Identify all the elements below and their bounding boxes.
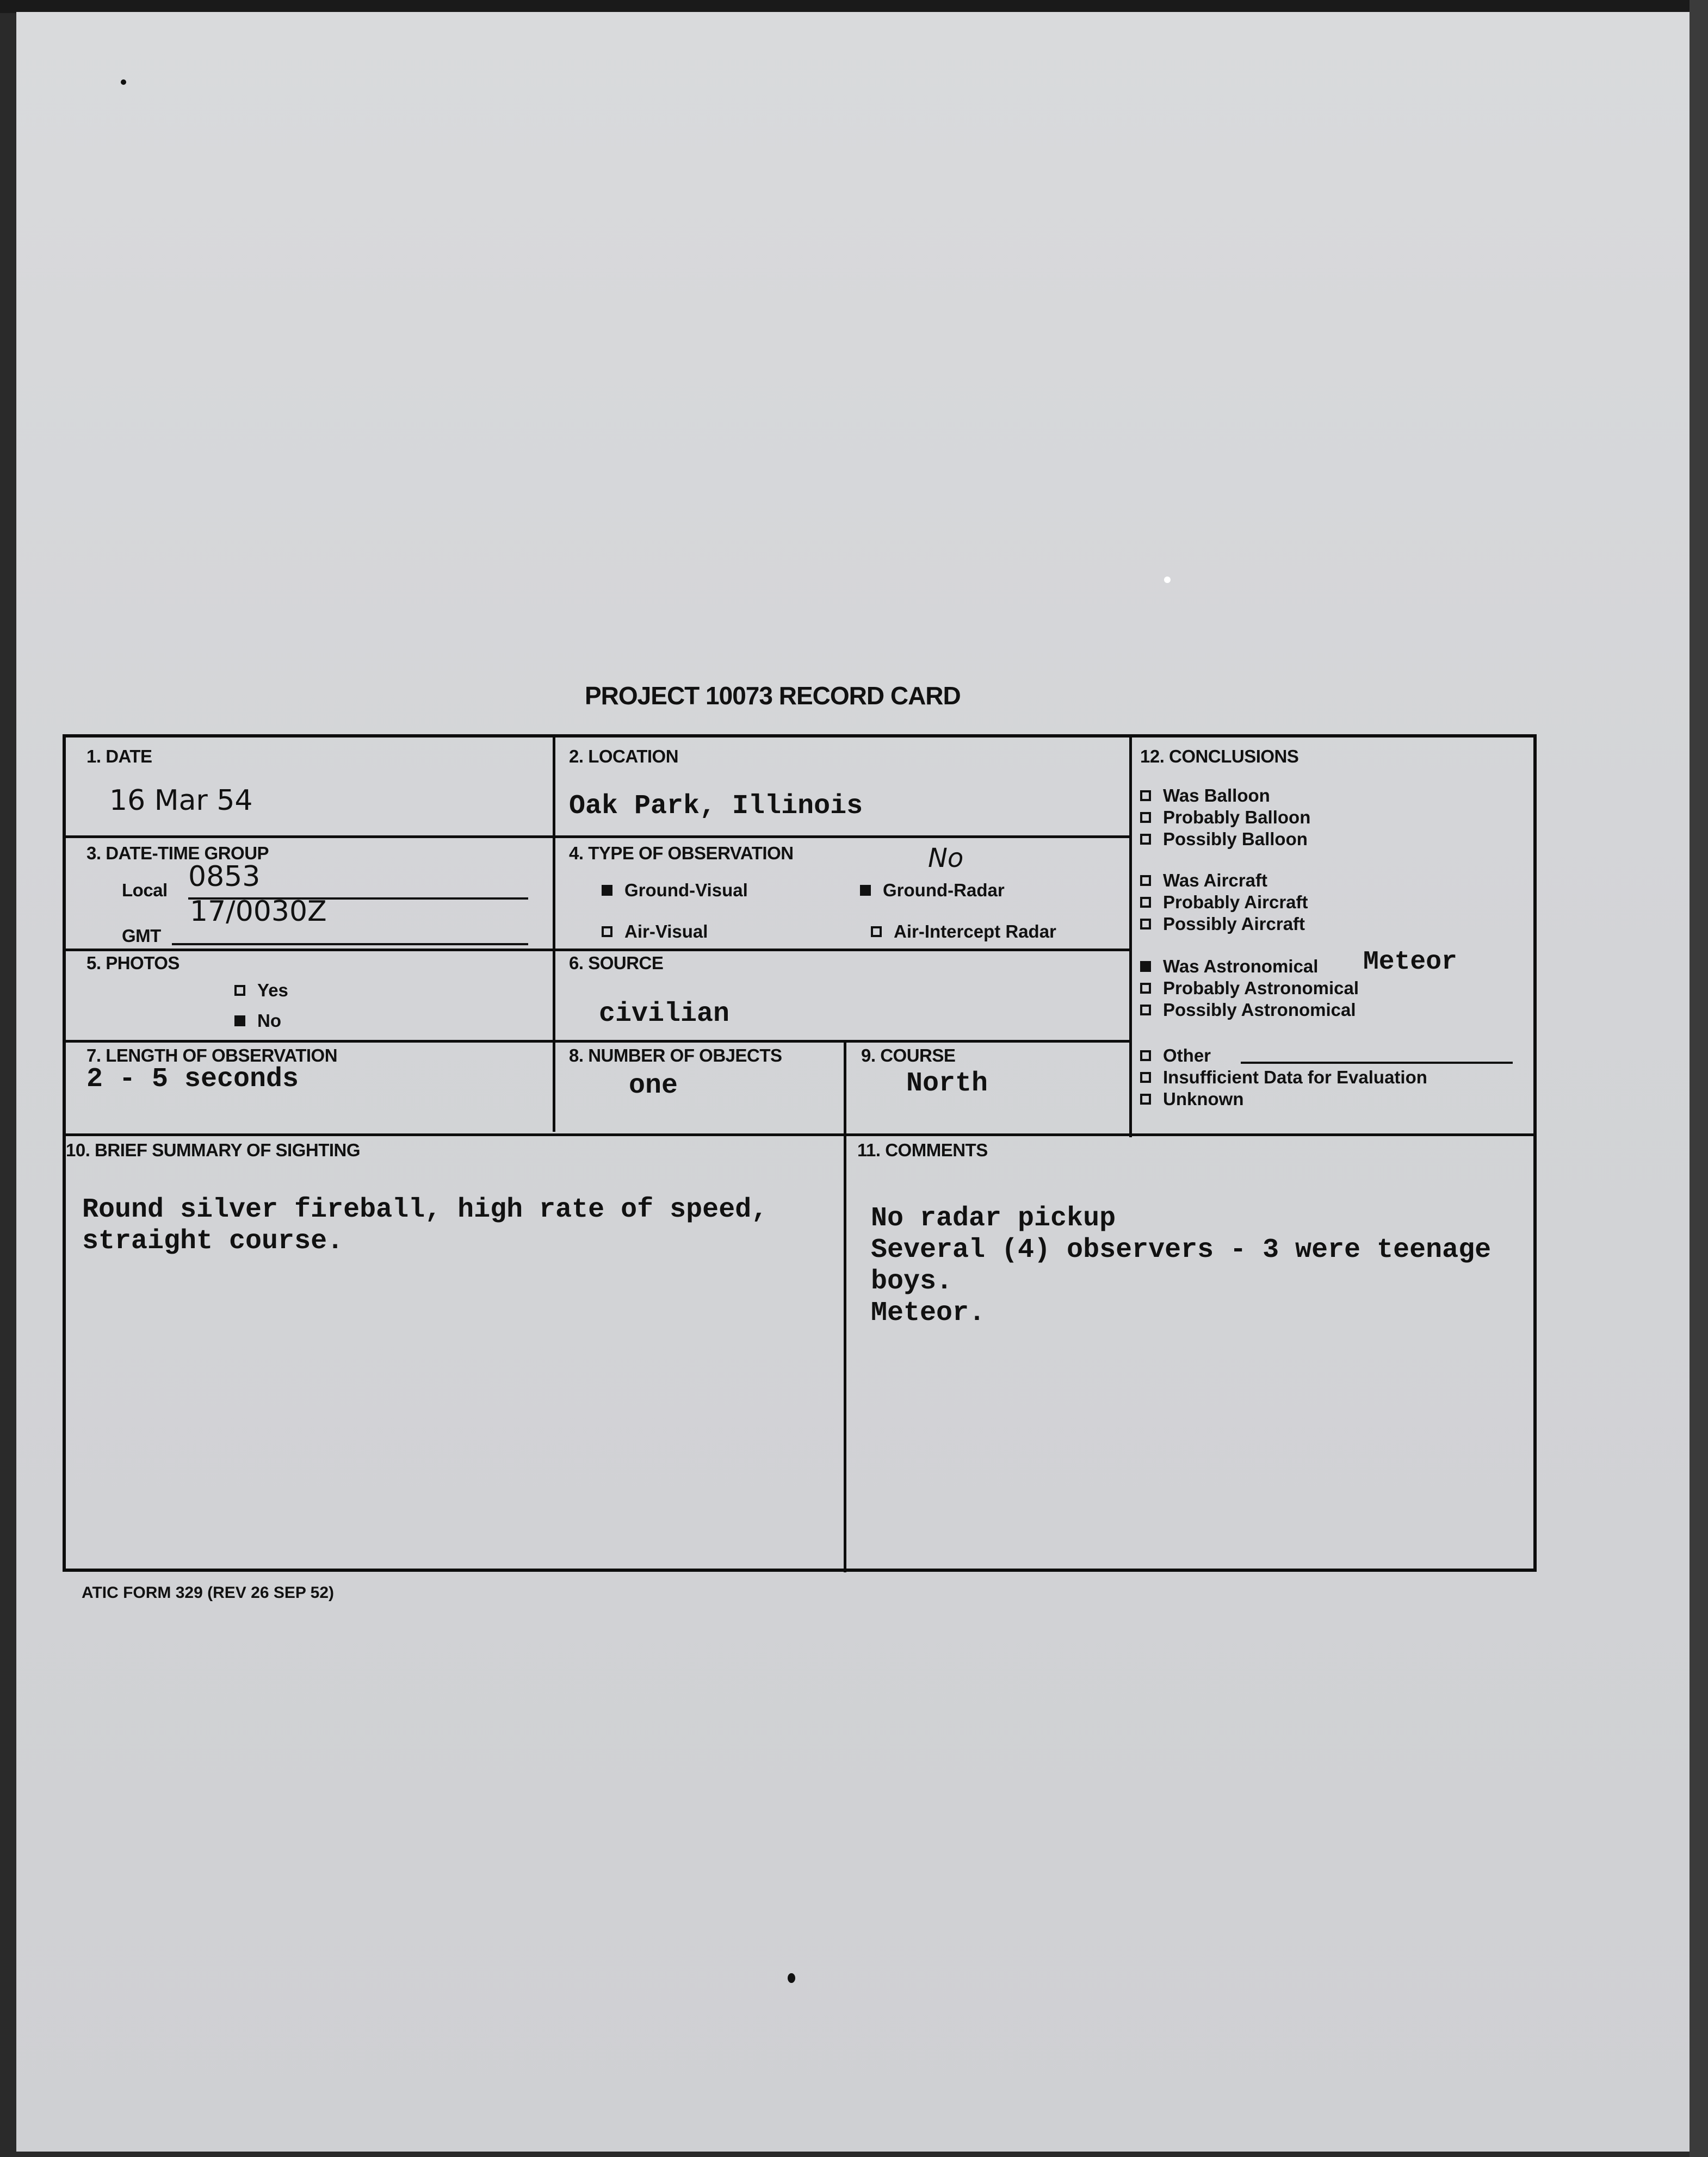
conclusion-label: Probably Balloon bbox=[1163, 807, 1311, 827]
source-label: 6. SOURCE bbox=[569, 953, 664, 973]
checkbox bbox=[602, 885, 612, 896]
checkbox bbox=[1140, 983, 1151, 994]
ground-visual-option bbox=[602, 880, 748, 901]
conclusion-option bbox=[1140, 1045, 1211, 1066]
date-value: 16 Mar 54 bbox=[109, 784, 253, 817]
ground-radar-option bbox=[860, 880, 1005, 901]
conclusion-option bbox=[1140, 1067, 1427, 1088]
air-intercept-option bbox=[871, 921, 1056, 942]
scan-top-border bbox=[0, 0, 1708, 13]
conclusion-option bbox=[1140, 807, 1310, 828]
comments-line: Meteor. bbox=[871, 1298, 986, 1329]
checkbox bbox=[1140, 790, 1151, 801]
conclusion-label: Probably Astronomical bbox=[1163, 978, 1359, 998]
ground-visual-label: Ground-Visual bbox=[624, 880, 748, 900]
photos-label: 5. PHOTOS bbox=[86, 953, 180, 973]
air-intercept-label: Air-Intercept Radar bbox=[894, 921, 1056, 941]
checkbox bbox=[1140, 1005, 1151, 1015]
location-label: 2. LOCATION bbox=[569, 746, 679, 766]
gmt-value: 17/0030Z bbox=[190, 895, 327, 928]
conclusion-label: Probably Aircraft bbox=[1163, 892, 1308, 912]
conclusion-option bbox=[1140, 978, 1359, 999]
conclusion-label: Was Balloon bbox=[1163, 785, 1270, 805]
conclusion-option bbox=[1140, 1000, 1356, 1020]
conclusion-label: Was Astronomical bbox=[1163, 956, 1319, 976]
conclusion-label: Possibly Aircraft bbox=[1163, 914, 1305, 934]
checkbox bbox=[1140, 1094, 1151, 1105]
course-label: 9. COURSE bbox=[861, 1045, 956, 1065]
checkbox bbox=[1140, 834, 1151, 845]
divider bbox=[553, 737, 555, 1132]
scan-speck bbox=[1164, 577, 1171, 583]
photos-no-option bbox=[234, 1011, 281, 1031]
other-underline bbox=[1241, 1062, 1513, 1064]
checkbox bbox=[234, 985, 245, 996]
conclusion-label: Other bbox=[1163, 1045, 1211, 1065]
conclusion-label: Insufficient Data for Evaluation bbox=[1163, 1067, 1427, 1087]
checkbox bbox=[860, 885, 871, 896]
checkbox bbox=[602, 926, 612, 937]
conclusion-option bbox=[1140, 870, 1267, 891]
conclusion-label: Possibly Balloon bbox=[1163, 829, 1308, 849]
photos-no-label: No bbox=[257, 1011, 281, 1031]
checkbox bbox=[871, 926, 882, 937]
gmt-underline bbox=[172, 943, 528, 945]
checkbox bbox=[1140, 875, 1151, 886]
number-value: one bbox=[629, 1070, 678, 1101]
length-label: 7. LENGTH OF OBSERVATION bbox=[86, 1045, 338, 1065]
summary-label: 10. BRIEF SUMMARY OF SIGHTING bbox=[66, 1140, 361, 1160]
divider bbox=[66, 835, 1132, 838]
checkbox bbox=[234, 1015, 245, 1026]
scan-right-border bbox=[1690, 0, 1708, 2157]
scan-speck bbox=[121, 79, 126, 85]
air-visual-label: Air-Visual bbox=[624, 921, 708, 941]
length-value: 2 - 5 seconds bbox=[86, 1064, 299, 1095]
conclusion-option bbox=[1140, 914, 1305, 934]
ground-radar-label: Ground-Radar bbox=[883, 880, 1005, 900]
comments-label: 11. COMMENTS bbox=[857, 1140, 988, 1160]
local-value: 0853 bbox=[188, 860, 261, 893]
card-title: PROJECT 10073 RECORD CARD bbox=[585, 681, 961, 710]
conclusion-option bbox=[1140, 892, 1308, 913]
divider bbox=[66, 949, 1132, 951]
checkbox bbox=[1140, 961, 1151, 972]
divider bbox=[844, 1042, 846, 1572]
conclusion-option bbox=[1140, 956, 1318, 977]
form-footer: ATIC FORM 329 (REV 26 SEP 52) bbox=[82, 1584, 335, 1602]
record-card bbox=[63, 734, 1537, 1572]
conclusion-option bbox=[1140, 829, 1308, 850]
location-value: Oak Park, Illinois bbox=[569, 791, 863, 822]
comments-line: boys. bbox=[871, 1266, 953, 1297]
summary-line: Round silver fireball, high rate of speed, bbox=[82, 1194, 768, 1225]
local-label: Local bbox=[122, 880, 168, 900]
radar-note: No bbox=[928, 843, 964, 873]
conclusions-label: 12. CONCLUSIONS bbox=[1140, 746, 1299, 766]
course-value: North bbox=[906, 1068, 988, 1099]
date-label: 1. DATE bbox=[86, 746, 152, 766]
scan-speck bbox=[788, 1973, 795, 1983]
source-value: civilian bbox=[599, 999, 730, 1030]
checkbox bbox=[1140, 1050, 1151, 1061]
checkbox bbox=[1140, 1072, 1151, 1083]
summary-line: straight course. bbox=[82, 1226, 344, 1257]
divider bbox=[1129, 737, 1132, 1137]
checkbox bbox=[1140, 897, 1151, 908]
conclusion-option bbox=[1140, 785, 1270, 806]
checkbox bbox=[1140, 812, 1151, 823]
divider bbox=[66, 1040, 1132, 1043]
air-visual-option bbox=[602, 921, 708, 942]
divider bbox=[66, 1133, 1534, 1136]
checkbox bbox=[1140, 919, 1151, 929]
photos-yes-option bbox=[234, 980, 288, 1001]
type-label: 4. TYPE OF OBSERVATION bbox=[569, 843, 794, 863]
comments-line: Several (4) observers - 3 were teenage bbox=[871, 1235, 1492, 1266]
comments-line: No radar pickup bbox=[871, 1203, 1116, 1234]
conclusion-label: Was Aircraft bbox=[1163, 870, 1267, 890]
astronomical-note: Meteor bbox=[1363, 947, 1457, 977]
gmt-label: GMT bbox=[122, 926, 161, 946]
conclusion-option bbox=[1140, 1089, 1243, 1110]
conclusion-label: Possibly Astronomical bbox=[1163, 1000, 1356, 1020]
conclusion-label: Unknown bbox=[1163, 1089, 1244, 1109]
photos-yes-label: Yes bbox=[257, 980, 288, 1000]
dtg-label: 3. DATE-TIME GROUP bbox=[86, 843, 269, 863]
number-label: 8. NUMBER OF OBJECTS bbox=[569, 1045, 782, 1065]
